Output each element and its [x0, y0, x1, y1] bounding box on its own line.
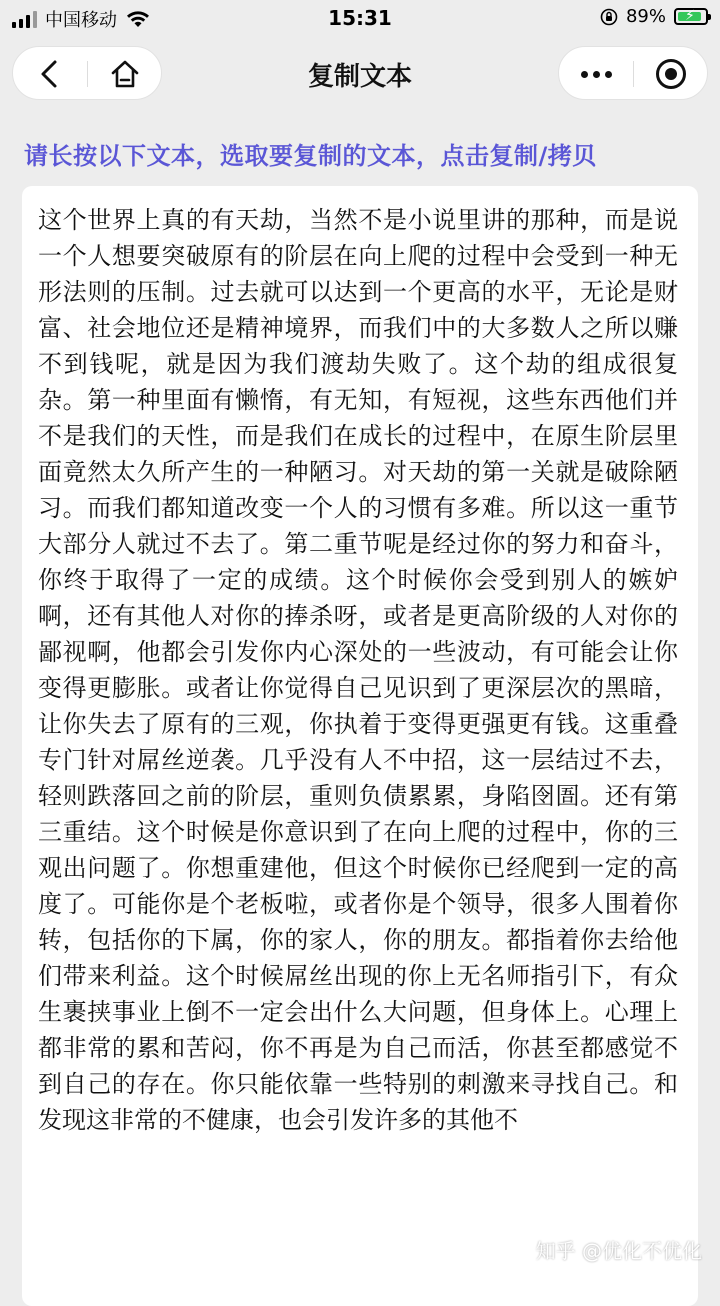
carrier-name: 中国移动: [45, 6, 117, 32]
watermark: 知乎 @优化不优化: [536, 1235, 702, 1264]
battery-percent: 89%: [626, 6, 666, 27]
clock: 15:31: [0, 6, 720, 30]
charging-bolt-icon: ⚡: [685, 9, 695, 24]
status-bar: [0, 0, 720, 36]
battery-icon: [674, 8, 708, 25]
back-button[interactable]: [13, 47, 87, 101]
page-title: 复制文本: [0, 56, 720, 93]
more-dots-icon: [581, 71, 612, 78]
status-left: [12, 6, 151, 32]
nav-bar: [0, 38, 720, 106]
text-card: [22, 186, 698, 1306]
target-icon: [656, 59, 686, 89]
signal-icon: [12, 10, 37, 28]
more-button[interactable]: [559, 47, 633, 101]
status-right: [600, 6, 708, 27]
home-icon: [109, 59, 141, 89]
mini-program-capsule: [558, 46, 708, 100]
orientation-lock-icon: [600, 8, 618, 26]
instruction-text: 请长按以下文本，选取要复制的文本，点击复制/拷贝: [24, 136, 704, 171]
chevron-left-icon: [38, 59, 62, 89]
nav-capsule-left: [12, 46, 162, 100]
wifi-icon: [125, 9, 151, 29]
home-button[interactable]: [88, 47, 162, 101]
copyable-text[interactable]: 这个世界上真的有天劫，当然不是小说里讲的那种，而是说一个人想要突破原有的阶层在向上爬的过程中会受到一种无形法则的压制。过去就可以达到一个更高的水平，无论是财富、社会地位还是精神境界，而我们中的大多数人之所以赚不到钱呢，就是因为我们渡劫失败了。这个劫的组成很复杂。第一种里面有懒惰，有无知，有短视，这些东西他们并不是我们的天性，而是我们在成长的过程中，在原生阶层里面竟然太久所产生的一种陋习。对天劫的第一关就是破除陋习。而我们都知道改变一个人的习惯有多难。所以这一重节大部分人就过不去了。第二重节呢是经过你的努力和奋斗，你终于取得了一定的成绩。这个时候你会受到别人的嫉妒啊，还有其他人对你的捧杀呀，或者是更高阶级的人对你的鄙视啊，他都会引发你内心深处的一些波动，有可能会让你变得更膨胀。或者让你觉得自己见识到了更深层次的黑暗，让你失去了原有的三观，你执着于变得更强更有钱。这重叠专门针对屌丝逆袭。几乎没有人不中招，这一层结过不去，轻则跌落回之前的阶层，重则负债累累，身陷囹圄。还有第三重结。这个时候是你意识到了在向上爬的过程中，你的三观出问题了。你想重建他，但这个时候你已经爬到一定的高度了。可能你是个老板啦，或者你是个领导，很多人围着你转，包括你的下属，你的家人，你的朋友。都指着你去给他们带来利益。这个时候屌丝出现的你上无名师指引下，有众生裹挟事业上倒不一定会出什么大问题，但身体上。心理上都非常的累和苦闷，你不再是为自己而活，你甚至都感觉不到自己的存在。你只能依靠一些特别的刺激来寻找自己。和发现这非常的不健康，也会引发许多的其他不: [38, 202, 678, 1138]
close-button[interactable]: [634, 47, 708, 101]
